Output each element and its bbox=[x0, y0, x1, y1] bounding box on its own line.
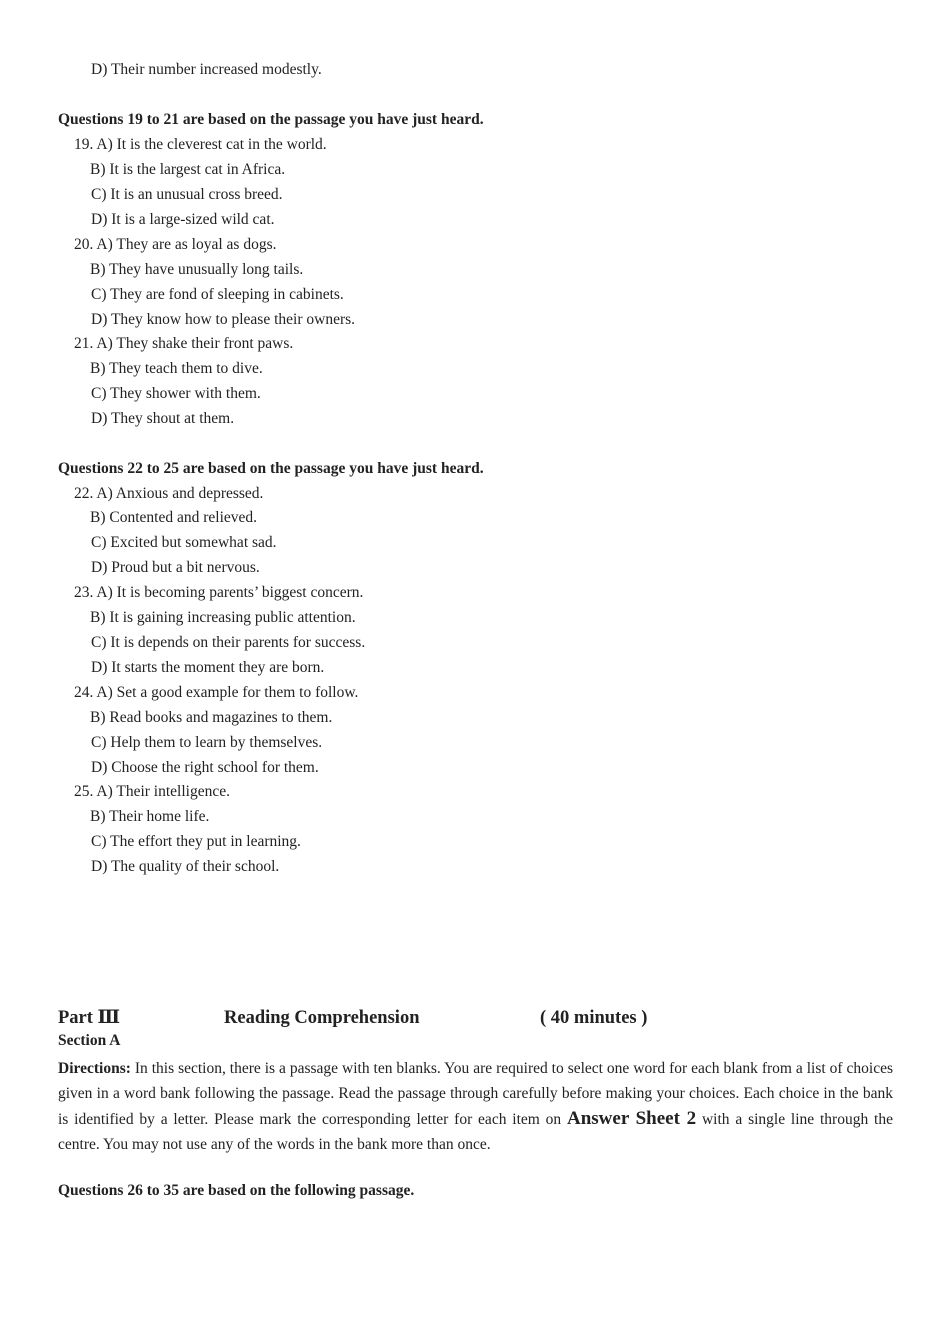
option-24-c: C) Help them to learn by themselves. bbox=[91, 734, 323, 751]
option-a: A) Anxious and depressed. bbox=[96, 485, 264, 502]
option-21-d: D) They shout at them. bbox=[91, 410, 235, 427]
option-23-b: B) It is gaining increasing public attention. bbox=[90, 609, 356, 626]
question-number: 25. bbox=[74, 783, 94, 800]
group-heading-22-25: Questions 22 to 25 are based on the passage you have just heard. bbox=[58, 460, 484, 477]
option-19-c: C) It is an unusual cross breed. bbox=[91, 186, 283, 203]
directions-text-end: with a single line through the centre. You may not use any of the words in the bank more than once. bbox=[58, 1111, 893, 1153]
question-23 bbox=[74, 583, 363, 603]
option-25-b: B) Their home life. bbox=[90, 808, 210, 825]
option-a: A) They shake their front paws. bbox=[96, 335, 294, 352]
directions-text: In this section, there is a passage with ten blanks. You are required to select one word for each blank from a list of choices given in a word bank following the passage. Read the passage through carefully before making your choices. Each choice in the bank is identified by a letter. Please mark the corresponding letter for each item on bbox=[58, 1060, 893, 1128]
group-heading-19-21: Questions 19 to 21 are based on the passage you have just heard. bbox=[58, 111, 484, 128]
option-a: A) They are as loyal as dogs. bbox=[96, 236, 277, 253]
question-24 bbox=[74, 683, 358, 703]
option-20-b: B) They have unusually long tails. bbox=[90, 261, 304, 278]
part-header bbox=[58, 1005, 898, 1031]
directions-label: Directions: bbox=[58, 1060, 131, 1077]
option-19-b: B) It is the largest cat in Africa. bbox=[90, 161, 286, 178]
directions-paragraph bbox=[58, 1056, 893, 1157]
question-number: 19. bbox=[74, 136, 94, 153]
question-19 bbox=[74, 135, 327, 155]
passage-heading: Questions 26 to 35 are based on the following passage. bbox=[58, 1182, 415, 1199]
option-22-b: B) Contented and relieved. bbox=[90, 509, 258, 526]
option-22-d: D) Proud but a bit nervous. bbox=[91, 559, 260, 576]
question-number: 23. bbox=[74, 584, 94, 601]
question-21 bbox=[74, 334, 293, 354]
option-22-c: C) Excited but somewhat sad. bbox=[91, 534, 277, 551]
option-25-d: D) The quality of their school. bbox=[91, 858, 280, 875]
option-19-d: D) It is a large-sized wild cat. bbox=[91, 211, 275, 228]
option-23-d: D) It starts the moment they are born. bbox=[91, 659, 325, 676]
option-23-c: C) It is depends on their parents for success. bbox=[91, 634, 366, 651]
option-21-c: C) They shower with them. bbox=[91, 385, 261, 402]
question-number: 22. bbox=[74, 485, 94, 502]
question-number: 24. bbox=[74, 684, 94, 701]
option-20-d: D) They know how to please their owners. bbox=[91, 311, 356, 328]
question-20 bbox=[74, 235, 276, 255]
option-a: A) Their intelligence. bbox=[96, 783, 230, 800]
option-24-b: B) Read books and magazines to them. bbox=[90, 709, 333, 726]
section-title: Section A bbox=[58, 1032, 121, 1049]
question-number: 20. bbox=[74, 236, 94, 253]
part-title: Reading Comprehension bbox=[224, 1008, 420, 1028]
option-a: A) It is becoming parents’ biggest concern. bbox=[96, 584, 364, 601]
part-label: Part Ⅲ bbox=[58, 1008, 121, 1028]
option-a: A) It is the cleverest cat in the world. bbox=[96, 136, 327, 153]
option-25-c: C) The effort they put in learning. bbox=[91, 833, 301, 850]
option-24-d: D) Choose the right school for them. bbox=[91, 759, 319, 776]
part-time: ( 40 minutes ) bbox=[540, 1008, 648, 1028]
option-18-d: D) Their number increased modestly. bbox=[91, 61, 322, 78]
answer-sheet-label: Answer Sheet 2 bbox=[566, 1108, 697, 1129]
question-number: 21. bbox=[74, 335, 94, 352]
option-20-c: C) They are fond of sleeping in cabinets. bbox=[91, 286, 344, 303]
option-a: A) Set a good example for them to follow. bbox=[96, 684, 359, 701]
option-21-b: B) They teach them to dive. bbox=[90, 360, 263, 377]
question-22 bbox=[74, 484, 263, 504]
question-25 bbox=[74, 782, 230, 802]
